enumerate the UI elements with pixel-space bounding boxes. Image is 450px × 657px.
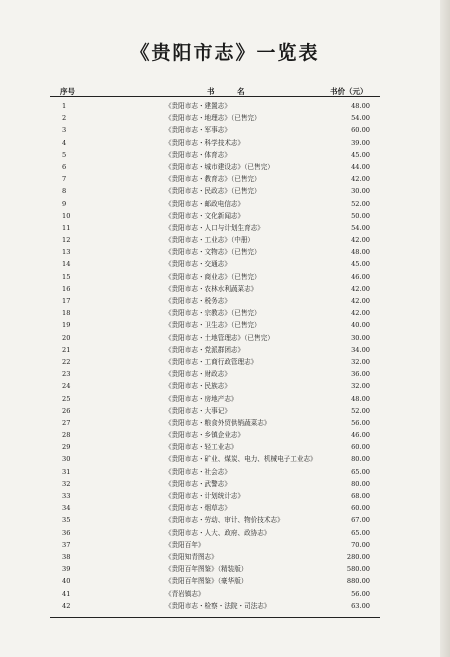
row-price: 50.00 <box>351 211 370 220</box>
row-price: 54.00 <box>351 114 370 123</box>
table-row <box>0 246 450 258</box>
row-number: 31 <box>62 467 71 476</box>
row-book-name: 《贵阳市志・房地产志》 <box>165 394 238 403</box>
row-book-name: 《贵阳市志・地理志》（已售完） <box>165 114 261 123</box>
row-price: 60.00 <box>351 504 370 513</box>
row-book-name: 《贵阳市志・轻工业志》 <box>165 443 238 452</box>
row-number: 17 <box>62 297 71 305</box>
table-row <box>0 539 450 551</box>
row-book-name: 《贵阳市志・农林水利蔬菜志》 <box>165 284 258 293</box>
row-price: 65.00 <box>351 528 370 537</box>
row-price: 42.00 <box>351 284 370 293</box>
row-number: 2 <box>62 114 67 123</box>
row-price: 52.00 <box>351 199 370 208</box>
row-book-name: 《贵阳市志・邮政电信志》 <box>165 199 245 208</box>
row-price: 46.00 <box>351 431 370 440</box>
row-price: 580.00 <box>346 565 370 574</box>
table-row <box>0 112 450 124</box>
row-price: 56.00 <box>351 589 370 598</box>
row-book-name: 《贵阳市志・文物志》（已售完） <box>165 248 261 257</box>
row-number: 10 <box>62 211 71 220</box>
row-book-name: 《贵阳市志・乡镇企业志》 <box>165 431 245 440</box>
row-price: 36.00 <box>351 370 370 379</box>
row-price: 42.00 <box>351 297 370 305</box>
row-book-name: 《贵阳市志・教育志》（已售完） <box>165 175 261 184</box>
row-price: 30.00 <box>351 333 370 342</box>
row-price: 280.00 <box>346 552 370 561</box>
row-number: 30 <box>62 455 71 464</box>
row-book-name: 《贵阳市志・财政志》 <box>165 370 231 379</box>
top-rule <box>50 96 380 97</box>
row-number: 6 <box>62 162 67 171</box>
page-edge-shadow <box>440 0 450 657</box>
row-price: 65.00 <box>351 467 370 476</box>
row-price: 46.00 <box>351 272 370 281</box>
row-book-name: 《贵阳百年图鉴》（精装版） <box>165 565 248 574</box>
table-row <box>0 417 450 429</box>
row-number: 40 <box>62 577 71 586</box>
row-book-name: 《贵阳知青图志》 <box>165 552 218 561</box>
row-number: 33 <box>62 492 71 500</box>
row-price: 52.00 <box>351 406 370 415</box>
row-number: 35 <box>62 516 71 525</box>
row-book-name: 《贵阳市志・烟草志》 <box>165 504 231 513</box>
header-price: 书价（元） <box>330 87 368 96</box>
table-row <box>0 514 450 526</box>
table-row <box>0 319 450 331</box>
row-price: 70.00 <box>351 540 370 549</box>
row-number: 4 <box>62 138 67 147</box>
row-book-name: 《贵阳市志・交通志》 <box>165 260 231 269</box>
table-row <box>0 271 450 283</box>
row-price: 68.00 <box>351 492 370 500</box>
row-number: 27 <box>62 418 71 427</box>
row-number: 34 <box>62 504 71 513</box>
table-row <box>0 332 450 344</box>
table-row <box>0 551 450 563</box>
row-price: 42.00 <box>351 236 370 245</box>
row-number: 29 <box>62 443 71 452</box>
row-book-name: 《贵阳市志・民族志》 <box>165 382 231 391</box>
table-row <box>0 137 450 149</box>
row-book-name: 《贵阳市志・大事记》 <box>165 406 231 415</box>
table-row <box>0 429 450 441</box>
row-book-name: 《贵阳市志・民政志》（已售完） <box>165 187 261 196</box>
row-book-name: 《贵阳市志・体育志》 <box>165 150 231 159</box>
row-number: 39 <box>62 565 71 574</box>
table-row <box>0 149 450 161</box>
row-book-name: 《贵阳市志・文化新闻志》 <box>165 211 245 220</box>
row-book-name: 《贵阳市志・建置志》 <box>165 102 231 110</box>
table-row <box>0 100 450 112</box>
row-number: 28 <box>62 431 71 440</box>
table-row <box>0 588 450 600</box>
row-price: 34.00 <box>351 345 370 354</box>
row-number: 18 <box>62 309 71 318</box>
row-price: 48.00 <box>351 394 370 403</box>
row-number: 11 <box>62 223 71 232</box>
table-header <box>0 86 450 96</box>
row-number: 20 <box>62 333 71 342</box>
table-row <box>0 198 450 210</box>
row-book-name: 《贵阳市志・武警志》 <box>165 479 231 488</box>
table-row <box>0 185 450 197</box>
row-number: 12 <box>62 236 71 245</box>
row-book-name: 《贵阳百年图鉴》（豪华版） <box>165 577 248 586</box>
row-book-name: 《贵阳百年》 <box>165 540 205 549</box>
header-book-name: 书 名 <box>207 87 255 96</box>
row-price: 40.00 <box>351 321 370 330</box>
row-price: 30.00 <box>351 187 370 196</box>
row-number: 32 <box>62 479 71 488</box>
table-row <box>0 295 450 307</box>
row-number: 41 <box>62 589 71 598</box>
table-row <box>0 453 450 465</box>
row-book-name: 《贵阳市志・税务志》 <box>165 297 231 305</box>
row-book-name: 《贵阳市志・粮食外贸供销蔬菜志》 <box>165 418 271 427</box>
table-row <box>0 344 450 356</box>
bottom-rule <box>50 617 380 618</box>
table-row <box>0 490 450 502</box>
row-book-name: 《贵阳市志・商业志》（已售完） <box>165 272 261 281</box>
row-number: 19 <box>62 321 71 330</box>
row-price: 80.00 <box>351 479 370 488</box>
table-body <box>0 100 450 612</box>
row-price: 60.00 <box>351 443 370 452</box>
row-number: 3 <box>62 126 67 135</box>
row-price: 32.00 <box>351 382 370 391</box>
row-book-name: 《贵阳市志・社会志》 <box>165 467 231 476</box>
row-number: 42 <box>62 601 71 610</box>
row-book-name: 《贵阳市志・工业志》（中册） <box>165 236 255 245</box>
row-price: 39.00 <box>351 138 370 147</box>
row-number: 26 <box>62 406 71 415</box>
row-number: 9 <box>62 199 67 208</box>
row-price: 48.00 <box>351 248 370 257</box>
row-number: 8 <box>62 187 67 196</box>
row-price: 45.00 <box>351 150 370 159</box>
table-row <box>0 466 450 478</box>
row-price: 32.00 <box>351 357 370 366</box>
row-book-name: 《贵阳市志・土地管理志》（已售完） <box>165 333 274 342</box>
table-row <box>0 600 450 612</box>
table-row <box>0 527 450 539</box>
table-row <box>0 478 450 490</box>
row-number: 7 <box>62 175 67 184</box>
row-price: 48.00 <box>351 102 370 110</box>
table-row <box>0 210 450 222</box>
row-number: 21 <box>62 345 71 354</box>
row-number: 37 <box>62 540 71 549</box>
row-price: 67.00 <box>351 516 370 525</box>
row-book-name: 《青岩镇志》 <box>165 589 205 598</box>
table-row <box>0 368 450 380</box>
row-book-name: 《贵阳市志・城市建设志》（已售完） <box>165 162 274 171</box>
header-number: 序号 <box>60 87 75 96</box>
table-row <box>0 222 450 234</box>
row-book-name: 《贵阳市志・党派群团志》 <box>165 345 245 354</box>
table-row <box>0 575 450 587</box>
row-price: 42.00 <box>351 175 370 184</box>
row-number: 23 <box>62 370 71 379</box>
row-book-name: 《贵阳市志・计划统计志》 <box>165 492 245 500</box>
row-number: 22 <box>62 357 71 366</box>
row-number: 25 <box>62 394 71 403</box>
table-row <box>0 258 450 270</box>
table-row <box>0 405 450 417</box>
row-price: 880.00 <box>346 577 370 586</box>
row-book-name: 《贵阳市志・宗教志》（已售完） <box>165 309 261 318</box>
table-row <box>0 441 450 453</box>
row-number: 15 <box>62 272 71 281</box>
row-book-name: 《贵阳市志・军事志》 <box>165 126 231 135</box>
row-book-name: 《贵阳市志・检察・法院・司法志》 <box>165 601 271 610</box>
row-book-name: 《贵阳市志・人大、政府、政协志》 <box>165 528 271 537</box>
row-price: 45.00 <box>351 260 370 269</box>
row-price: 60.00 <box>351 126 370 135</box>
row-number: 38 <box>62 552 71 561</box>
table-row <box>0 393 450 405</box>
row-book-name: 《贵阳市志・劳动、审计、物价技术志》 <box>165 516 284 525</box>
table-row <box>0 161 450 173</box>
row-number: 5 <box>62 150 67 159</box>
row-number: 14 <box>62 260 71 269</box>
table-row <box>0 283 450 295</box>
table-row <box>0 124 450 136</box>
row-price: 42.00 <box>351 309 370 318</box>
row-number: 16 <box>62 284 71 293</box>
table-row <box>0 234 450 246</box>
table-row <box>0 380 450 392</box>
row-book-name: 《贵阳市志・卫生志》（已售完） <box>165 321 261 330</box>
table-row <box>0 563 450 575</box>
table-row <box>0 173 450 185</box>
row-book-name: 《贵阳市志・科学技术志》 <box>165 138 245 147</box>
row-number: 13 <box>62 248 71 257</box>
row-book-name: 《贵阳市志・工商行政管理志》 <box>165 357 258 366</box>
row-number: 1 <box>62 102 67 110</box>
row-price: 56.00 <box>351 418 370 427</box>
row-price: 80.00 <box>351 455 370 464</box>
row-number: 24 <box>62 382 71 391</box>
table-row <box>0 307 450 319</box>
table-row <box>0 356 450 368</box>
row-price: 54.00 <box>351 223 370 232</box>
row-book-name: 《贵阳市志・人口与计划生育志》 <box>165 223 264 232</box>
row-price: 44.00 <box>351 162 370 171</box>
row-number: 36 <box>62 528 71 537</box>
page-title: 《贵阳市志》一览表 <box>130 42 320 64</box>
table-row <box>0 502 450 514</box>
row-price: 63.00 <box>351 601 370 610</box>
row-book-name: 《贵阳市志・矿业、煤炭、电力、机械电子工业志》 <box>165 455 317 464</box>
